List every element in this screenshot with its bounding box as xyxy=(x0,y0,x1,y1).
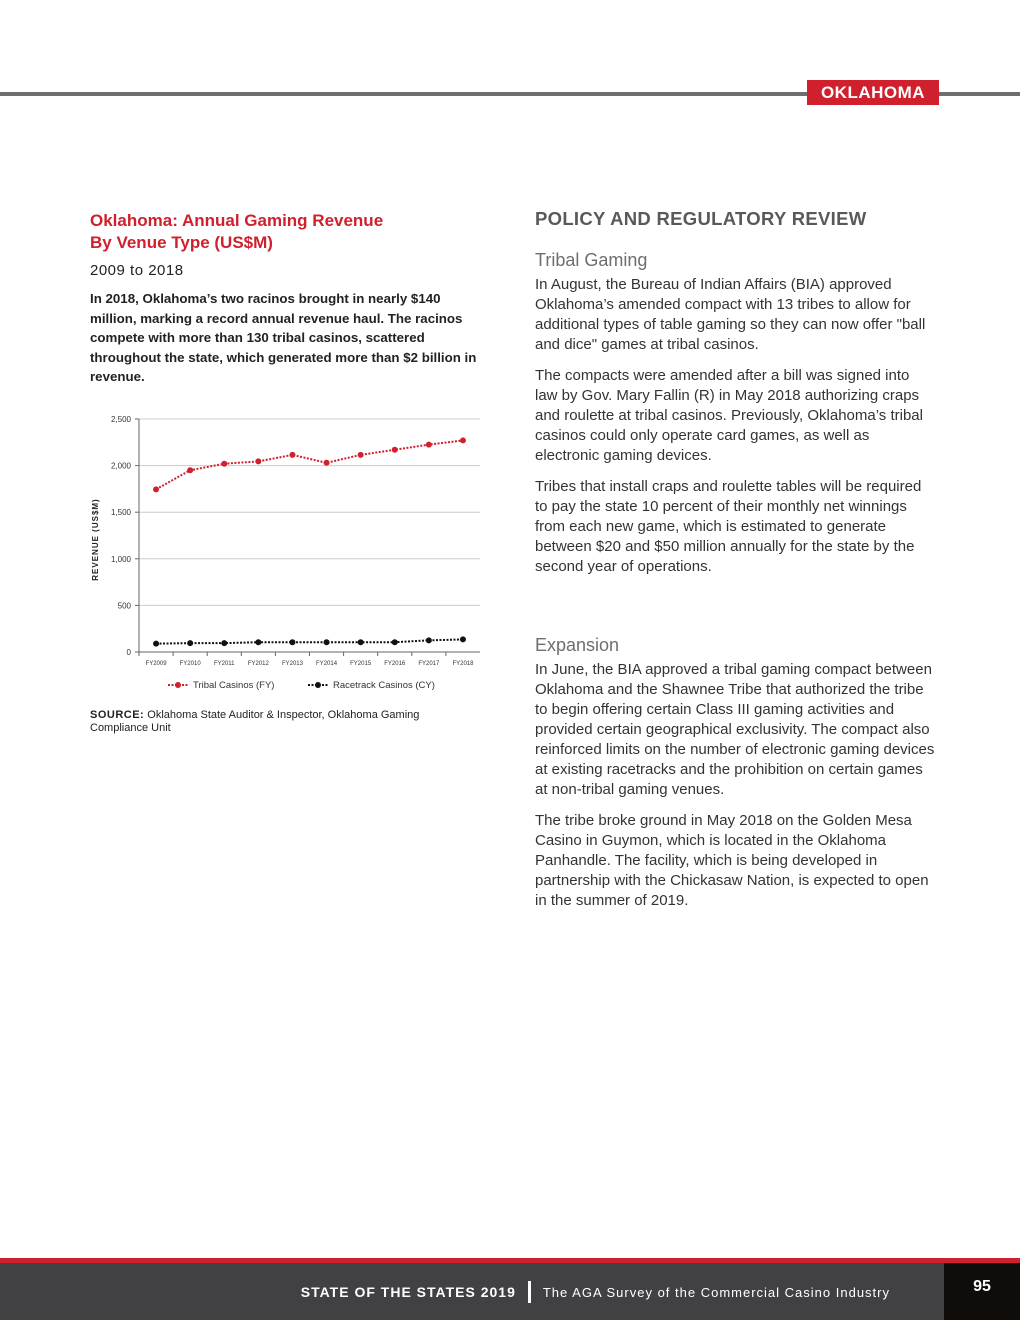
source-text: Oklahoma State Auditor & Inspector, Oklahoma Gaming Compliance Unit xyxy=(90,709,420,734)
x-tick-label: FY2018 xyxy=(452,661,474,667)
x-tick-label: FY2010 xyxy=(179,661,201,667)
series-line xyxy=(156,639,463,643)
data-point xyxy=(221,640,227,646)
y-tick-label: 0 xyxy=(126,648,131,657)
page-number: 95 xyxy=(944,1263,1020,1320)
data-point xyxy=(221,461,227,467)
data-point xyxy=(187,640,193,646)
y-tick-label: 2,000 xyxy=(110,461,131,471)
data-point xyxy=(187,467,193,473)
footer xyxy=(0,1258,1020,1320)
footer-subtitle: The AGA Survey of the Commercial Casino Industry xyxy=(542,1284,890,1300)
chart-title-line2: By Venue Type (US$M) xyxy=(90,233,273,252)
source-note xyxy=(90,709,480,735)
data-point xyxy=(255,458,261,464)
series-line xyxy=(156,440,463,489)
data-point xyxy=(460,636,466,642)
legend-marker xyxy=(315,682,321,688)
legend-label: Racetrack Casinos (CY) xyxy=(333,680,435,691)
paragraph: Tribes that install craps and roulette tables will be required to pay the state 10 percent of their monthly net winnings from each new game, which is estimated to generate between $20 and $50 million annually for the state by the second year of operations. xyxy=(535,478,922,575)
x-tick-label: FY2015 xyxy=(350,661,372,667)
y-tick-label: 1,000 xyxy=(110,554,131,564)
data-point xyxy=(153,641,159,647)
data-point xyxy=(153,486,159,492)
data-point xyxy=(392,447,398,453)
data-point xyxy=(358,452,364,458)
x-tick-label: FY2012 xyxy=(247,661,269,667)
paragraph: The tribe broke ground in May 2018 on the Golden Mesa Casino in Guymon, which is located in the Oklahoma Panhandle. The facility, which is being developed in partnership with the Chickasaw Nation, is expected to open in the summer of 2019. xyxy=(535,812,929,909)
paragraph: In August, the Bureau of Indian Affairs (BIA) approved Oklahoma’s amended compact with 13 tribes to allow for additional types of table gaming so they can now offer "ball and dice" games at tribal casinos. xyxy=(535,276,926,353)
x-tick-label: FY2013 xyxy=(281,661,303,667)
subsection-title: Expansion xyxy=(535,635,620,655)
data-point xyxy=(324,639,330,645)
data-point xyxy=(392,639,398,645)
paragraph: In June, the BIA approved a tribal gaming compact between Oklahoma and the Shawnee Tribe that authorized the tribe to begin offering certain Class III gaming activities and provided certain geographical exclusivity. The compact also reinforced limits on the number of electronic gaming devices at existing racetracks and the prohibition on certain games at non-tribal gaming venues. xyxy=(535,661,935,798)
subsection-title: Tribal Gaming xyxy=(535,250,648,270)
data-point xyxy=(358,639,364,645)
chart-years: 2009 to 2018 xyxy=(90,262,184,279)
y-tick-label: 1,500 xyxy=(110,508,131,518)
y-axis-label: REVENUE (US$M) xyxy=(91,498,100,581)
data-point xyxy=(289,452,295,458)
chart-title-line1: Oklahoma: Annual Gaming Revenue xyxy=(90,211,384,230)
paragraph: The compacts were amended after a bill was signed into law by Gov. Mary Fallin (R) in May 2018 authorizing craps and roulette at tribal casinos. Previously, Oklahoma’s tribal casinos could only operate card games, as well as electronic gaming devices. xyxy=(535,367,923,464)
footer-divider xyxy=(528,1281,531,1303)
x-tick-label: FY2014 xyxy=(316,661,338,667)
legend-label: Tribal Casinos (FY) xyxy=(193,680,275,691)
x-tick-label: FY2011 xyxy=(213,661,235,667)
chart-intro: In 2018, Oklahoma’s two racinos brought in nearly $140 million, marking a record annual revenue haul. The racinos compete with more than 130 tribal casinos, scattered throughout the state, which generated more than $2 billion in revenue. xyxy=(90,291,477,384)
policy-review xyxy=(535,208,935,922)
source-label: SOURCE: xyxy=(90,709,145,721)
section-heading: POLICY AND REGULATORY REVIEW xyxy=(535,208,867,229)
x-tick-label: FY2009 xyxy=(145,661,167,667)
footer-title: STATE OF THE STATES 2019 xyxy=(300,1284,516,1300)
data-point xyxy=(426,442,432,448)
data-point xyxy=(460,437,466,443)
data-point xyxy=(289,639,295,645)
x-tick-label: FY2017 xyxy=(418,661,440,667)
state-label: OKLAHOMA xyxy=(807,80,939,105)
data-point xyxy=(426,637,432,643)
data-point xyxy=(255,639,261,645)
data-point xyxy=(324,460,330,466)
y-tick-label: 2,500 xyxy=(110,415,131,424)
legend-marker xyxy=(175,682,181,688)
x-tick-label: FY2016 xyxy=(384,661,406,667)
y-tick-label: 500 xyxy=(117,601,131,611)
